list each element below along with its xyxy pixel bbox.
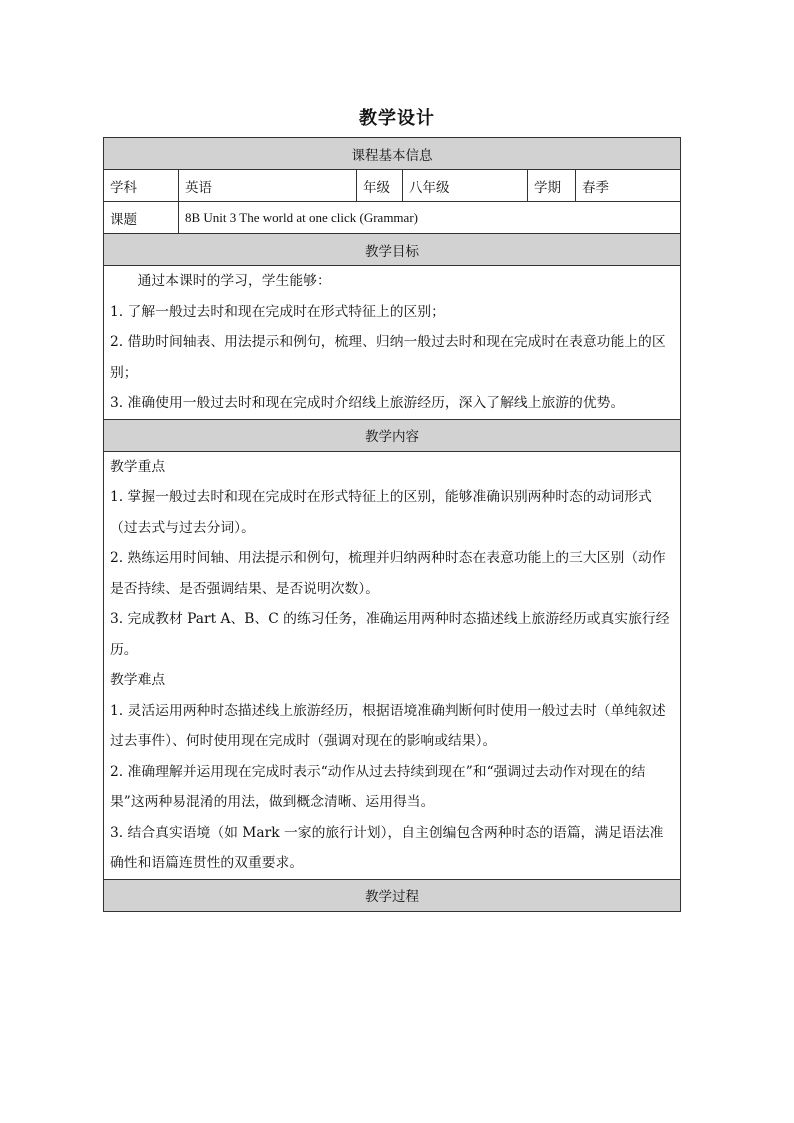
goals-intro: 通过本课时的学习，学生能够： <box>137 273 331 289</box>
subject-value: 英语 <box>179 170 357 202</box>
key-point-item: 1. 掌握一般过去时和现在完成时在形式特征上的区别，能够准确识别两种时态的动词形式（过去式与过去分词）。 <box>110 489 652 536</box>
goal-item: 3. 准确使用一般过去时和现在完成时介绍线上旅游经历，深入了解线上旅游的优势。 <box>110 395 625 411</box>
section-header-goals <box>104 234 681 266</box>
content-cell <box>104 451 681 879</box>
section-title-process: 教学过程 <box>104 879 681 911</box>
grade-value: 八年级 <box>403 170 528 202</box>
section-header-basic-info <box>104 138 681 170</box>
goals-row <box>104 266 681 420</box>
term-value: 春季 <box>576 170 681 202</box>
basic-info-row <box>104 170 681 202</box>
lesson-plan-table <box>103 137 681 912</box>
page-title: 教学设计 <box>359 108 435 129</box>
section-header-content <box>104 419 681 451</box>
term-label: 学期 <box>528 170 576 202</box>
grade-label: 年级 <box>357 170 403 202</box>
key-point-item: 2. 熟练运用时间轴、用法提示和例句，梳理并归纳两种时态在表意功能上的三大区别（动作是否持续、是否强调结果、是否说明次数）。 <box>110 550 666 597</box>
section-title-goals: 教学目标 <box>104 234 681 266</box>
goal-item: 1. 了解一般过去时和现在完成时在形式特征上的区别； <box>110 303 445 320</box>
topic-row <box>104 202 681 234</box>
section-title-content: 教学内容 <box>104 419 681 451</box>
section-header-process <box>104 879 681 911</box>
content-row <box>104 451 681 879</box>
key-point-item: 3. 完成教材 Part A、B、C 的练习任务，准确运用两种时态描述线上旅游经历或真实旅行经历。 <box>110 611 670 658</box>
difficult-point-item: 1. 灵活运用两种时态描述线上旅游经历，根据语境准确判断何时使用一般过去时（单纯叙述过去事件）、何时使用现在完成时（强调对现在的影响或结果）。 <box>110 702 666 749</box>
section-title-basic-info: 课程基本信息 <box>104 138 681 170</box>
goals-cell <box>104 266 681 420</box>
topic-label: 课题 <box>104 202 179 234</box>
goal-item: 2. 借助时间轴表、用法提示和例句，梳理、归纳一般过去时和现在完成时在表意功能上的区别； <box>110 334 666 381</box>
difficult-point-item: 3. 结合真实语境（如 Mark 一家的旅行计划），自主创编包含两种时态的语篇，满足语法准确性和语篇连贯性的双重要求。 <box>110 824 664 871</box>
topic-value: 8B Unit 3 The world at one click (Grammar) <box>179 202 681 234</box>
subject-label: 学科 <box>104 170 179 202</box>
key-points-title: 教学重点 <box>110 458 166 475</box>
difficult-point-item: 2. 准确理解并运用现在完成时表示“动作从过去持续到现在”和“强调过去动作对现在的结果”这两种易混淆的用法，做到概念清晰、运用得当。 <box>110 763 646 810</box>
difficult-points-title: 教学难点 <box>110 672 166 688</box>
